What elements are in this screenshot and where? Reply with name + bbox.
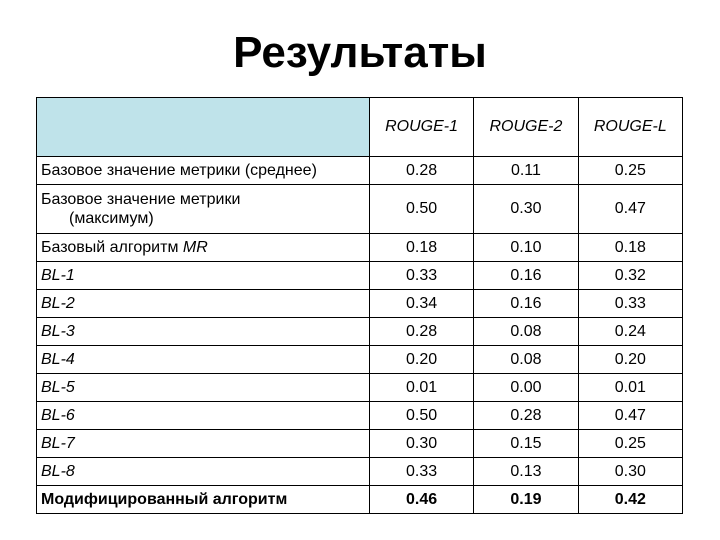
- cell-value: 0.18: [369, 234, 473, 262]
- table-row: [37, 185, 683, 234]
- row-label: BL-2: [37, 290, 370, 318]
- cell-value: 0.28: [369, 318, 473, 346]
- cell-value: 0.50: [369, 185, 473, 234]
- table-header-row: [37, 98, 683, 157]
- row-label: [37, 185, 370, 234]
- table-row: [37, 234, 683, 262]
- cell-value: 0.42: [578, 486, 682, 514]
- cell-value: 0.11: [474, 157, 578, 185]
- table-row: [37, 157, 683, 185]
- cell-value: 0.08: [474, 346, 578, 374]
- cell-value: 0.34: [369, 290, 473, 318]
- cell-value: 0.08: [474, 318, 578, 346]
- table-row: [37, 430, 683, 458]
- cell-value: 0.20: [578, 346, 682, 374]
- cell-value: 0.47: [578, 185, 682, 234]
- column-header-rouge-2: ROUGE-2: [474, 98, 578, 157]
- header-corner-cell: [37, 98, 370, 157]
- row-label-line1: Базовое значение метрики: [41, 191, 241, 208]
- cell-value: 0.47: [578, 402, 682, 430]
- cell-value: 0.25: [578, 430, 682, 458]
- cell-value: 0.46: [369, 486, 473, 514]
- cell-value: 0.13: [474, 458, 578, 486]
- cell-value: 0.19: [474, 486, 578, 514]
- table-row: [37, 374, 683, 402]
- row-label: Модифицированный алгоритм: [37, 486, 370, 514]
- table-row: [37, 458, 683, 486]
- table-row: [37, 318, 683, 346]
- cell-value: 0.25: [578, 157, 682, 185]
- row-label: BL-6: [37, 402, 370, 430]
- cell-value: 0.30: [578, 458, 682, 486]
- cell-value: 0.10: [474, 234, 578, 262]
- row-label: BL-7: [37, 430, 370, 458]
- table-row: [37, 346, 683, 374]
- cell-value: 0.15: [474, 430, 578, 458]
- cell-value: 0.32: [578, 262, 682, 290]
- row-label: BL-4: [37, 346, 370, 374]
- row-label: Базовое значение метрики (среднее): [37, 157, 370, 185]
- row-label: [37, 234, 370, 262]
- cell-value: 0.01: [369, 374, 473, 402]
- row-label: BL-5: [37, 374, 370, 402]
- page-title: Результаты: [233, 28, 487, 77]
- table-row: [37, 262, 683, 290]
- cell-value: 0.28: [474, 402, 578, 430]
- column-header-rouge-1: ROUGE-1: [369, 98, 473, 157]
- cell-value: 0.30: [369, 430, 473, 458]
- cell-value: 0.33: [369, 458, 473, 486]
- table-row: [37, 290, 683, 318]
- row-label: BL-1: [37, 262, 370, 290]
- cell-value: 0.33: [369, 262, 473, 290]
- table-row: [37, 486, 683, 514]
- cell-value: 0.16: [474, 290, 578, 318]
- column-header-rouge-l: ROUGE-L: [578, 98, 682, 157]
- cell-value: 0.18: [578, 234, 682, 262]
- row-label: BL-3: [37, 318, 370, 346]
- cell-value: 0.30: [474, 185, 578, 234]
- cell-value: 0.20: [369, 346, 473, 374]
- row-label-italic: MR: [182, 238, 208, 256]
- cell-value: 0.28: [369, 157, 473, 185]
- cell-value: 0.24: [578, 318, 682, 346]
- table-row: [37, 402, 683, 430]
- results-table: [36, 97, 683, 514]
- row-label-prefix: Базовый алгоритм: [41, 238, 183, 256]
- row-label-line2: (максимум): [69, 210, 154, 227]
- cell-value: 0.00: [474, 374, 578, 402]
- cell-value: 0.33: [578, 290, 682, 318]
- cell-value: 0.16: [474, 262, 578, 290]
- row-label: BL-8: [37, 458, 370, 486]
- cell-value: 0.50: [369, 402, 473, 430]
- cell-value: 0.01: [578, 374, 682, 402]
